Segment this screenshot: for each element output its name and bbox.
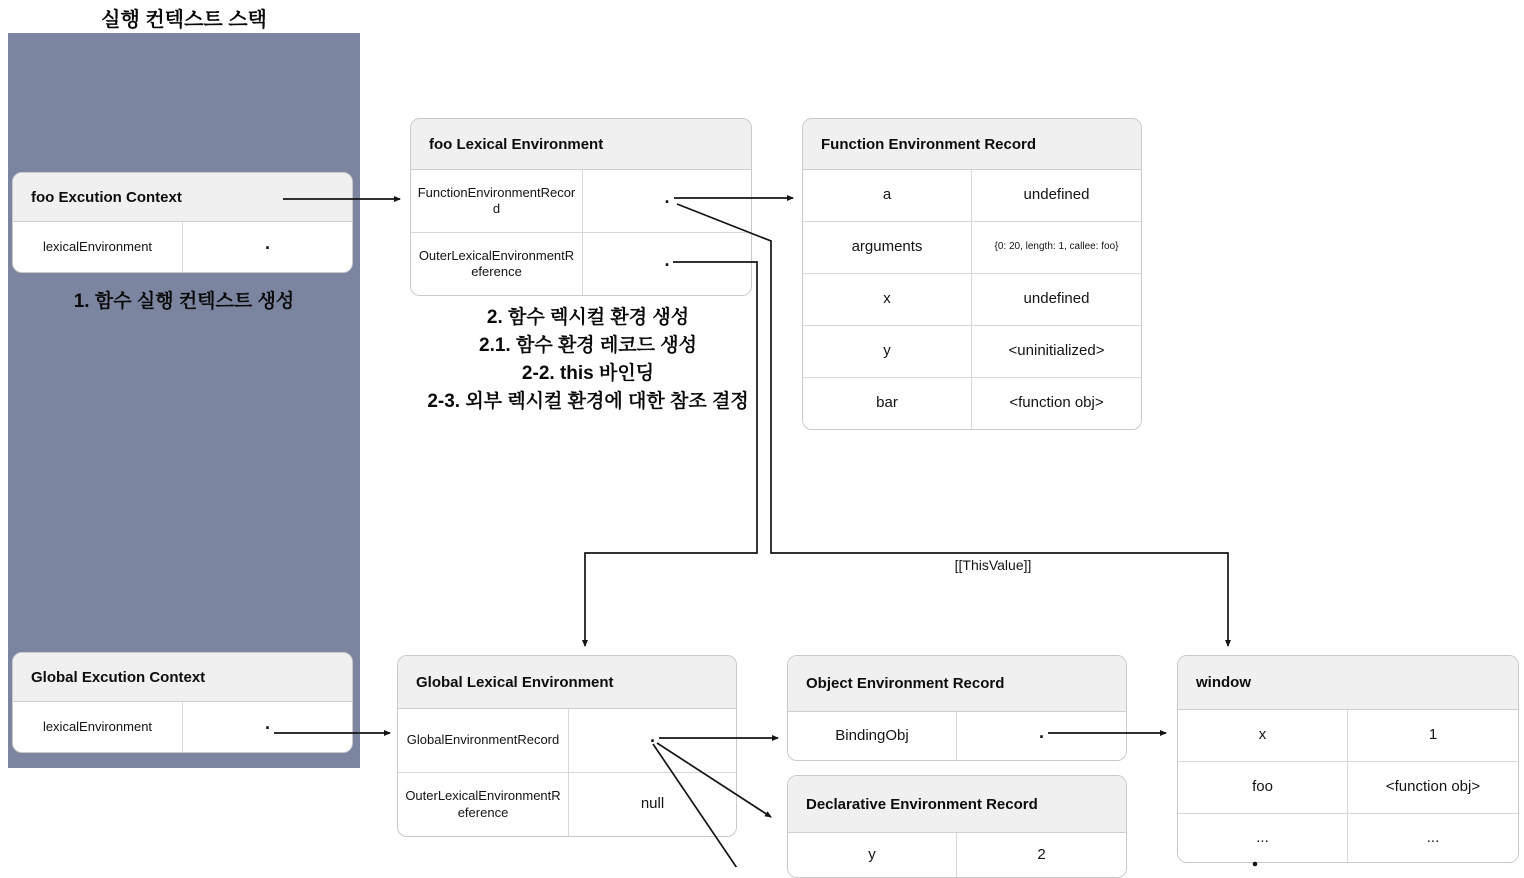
this-value-label: [[ThisValue]]	[954, 557, 1032, 573]
table-title: window	[1178, 656, 1518, 710]
dot-glyph: .	[264, 712, 270, 733]
key-cell: FunctionEnvironmentRecord	[411, 170, 583, 232]
key-cell: y	[788, 833, 957, 877]
dot-glyph: .	[664, 186, 670, 207]
table-title: Global Excution Context	[13, 653, 352, 702]
table-row	[411, 170, 751, 233]
reference-dot	[569, 709, 736, 772]
key-cell: lexicalEnvironment	[13, 702, 183, 752]
table-title: Declarative Environment Record	[788, 776, 1126, 833]
key-cell: OuterLexicalEnvironmentReference	[398, 773, 569, 836]
table-row	[788, 712, 1126, 760]
value-cell: <function obj>	[1009, 394, 1104, 412]
annotation-step-2: 2. 함수 렉시컬 환경 생성	[486, 307, 690, 328]
reference-dot	[183, 702, 352, 752]
table-row	[788, 833, 1126, 877]
table-title: Function Environment Record	[803, 119, 1141, 170]
annotation-step-2-2: 2-2. this 바인딩	[521, 363, 655, 384]
key-cell: bar	[803, 378, 972, 429]
reference-dot	[583, 233, 751, 295]
table-row	[803, 170, 1141, 222]
annotation-step-2-3: 2-3. 외부 렉시컬 환경에 대한 참조 결정	[427, 391, 749, 412]
value-cell: <function obj>	[1385, 778, 1481, 796]
key-cell: a	[803, 170, 972, 221]
value-cell: 2	[1037, 845, 1046, 863]
dot-glyph: .	[264, 232, 270, 253]
dot-glyph: .	[649, 726, 655, 747]
table-title: Object Environment Record	[788, 656, 1126, 712]
table-row	[13, 222, 352, 272]
value-cell: undefined	[1023, 186, 1090, 204]
reference-dot	[183, 222, 352, 272]
key-cell: y	[803, 326, 972, 377]
global-execution-context-table	[12, 652, 353, 753]
function-environment-record-table	[802, 118, 1142, 430]
table-row	[398, 709, 736, 773]
value-cell: ...	[1426, 828, 1440, 846]
table-row	[803, 326, 1141, 378]
annotation-step-2-1: 2.1. 함수 환경 레코드 생성	[479, 335, 697, 356]
key-cell: foo	[1178, 762, 1348, 813]
value-cell: {0: 20, length: 1, callee: foo}	[994, 241, 1119, 253]
table-title: foo Excution Context	[13, 173, 352, 222]
key-cell: GlobalEnvironmentRecord	[398, 709, 569, 772]
key-cell: ...	[1178, 814, 1348, 862]
annotation-steps-2	[408, 304, 768, 416]
global-lexical-environment-table	[397, 655, 737, 837]
key-cell: OuterLexicalEnvironmentReference	[411, 233, 583, 295]
table-title: foo Lexical Environment	[411, 119, 751, 170]
table-row	[13, 702, 352, 752]
table-row	[803, 222, 1141, 274]
table-title: Global Lexical Environment	[398, 656, 736, 709]
key-cell: arguments	[803, 222, 972, 273]
dot-glyph: .	[664, 249, 670, 270]
table-row	[1178, 710, 1518, 762]
table-row	[803, 378, 1141, 429]
dot-glyph: .	[1038, 721, 1044, 742]
table-row	[398, 773, 736, 836]
value-cell: null	[640, 795, 665, 813]
stack-title: 실행 컨텍스트 스택	[101, 9, 267, 31]
table-row	[803, 274, 1141, 326]
key-cell: x	[803, 274, 972, 325]
table-row	[1178, 814, 1518, 862]
foo-lexical-environment-table	[410, 118, 752, 296]
foo-execution-context-table	[12, 172, 353, 273]
value-cell: <uninitialized>	[1008, 342, 1105, 360]
annotation-step-1: 1. 함수 실행 컨텍스트 생성	[73, 291, 295, 312]
table-row	[411, 233, 751, 295]
reference-dot	[957, 712, 1126, 760]
key-cell: BindingObj	[788, 712, 957, 760]
key-cell: x	[1178, 710, 1348, 761]
window-object-table	[1177, 655, 1519, 863]
reference-dot	[583, 170, 751, 232]
object-environment-record-table	[787, 655, 1127, 761]
table-row	[1178, 762, 1518, 814]
declarative-environment-record-table	[787, 775, 1127, 878]
value-cell: undefined	[1023, 290, 1090, 308]
key-cell: lexicalEnvironment	[13, 222, 183, 272]
value-cell: 1	[1428, 726, 1438, 744]
